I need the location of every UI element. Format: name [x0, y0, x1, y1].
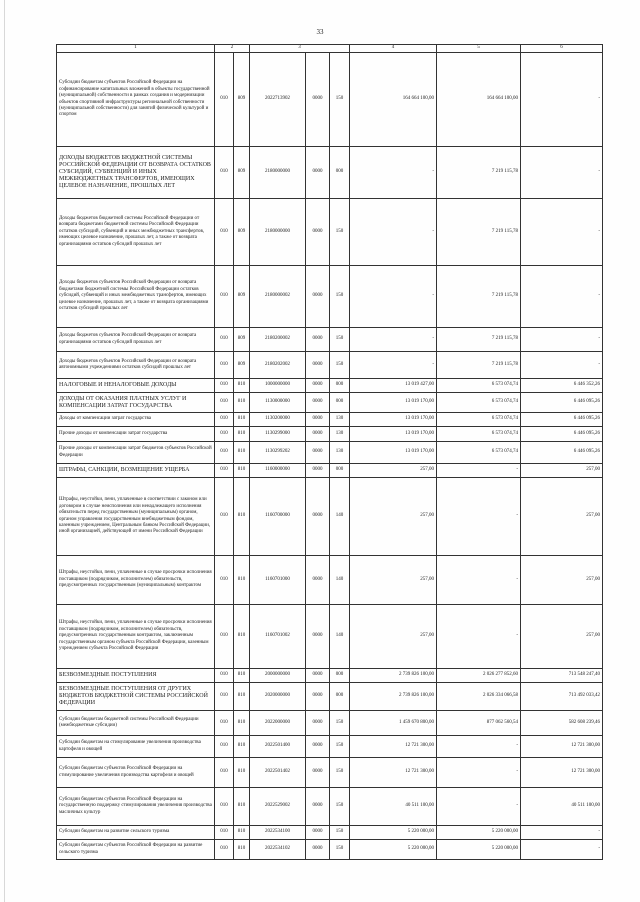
gad-code-cell: 809 [234, 328, 250, 352]
admin-code-cell: 010 [215, 556, 234, 605]
gad-code-cell: 810 [234, 669, 250, 683]
row-name-cell: Субсидии бюджетам на развитие сельского туризма [57, 826, 215, 840]
header-row [57, 45, 603, 53]
admin-code-cell: 010 [215, 840, 234, 860]
table-row [57, 464, 603, 478]
gad-code-cell: 810 [234, 605, 250, 669]
actual-amount-cell: 7 219 115,78 [437, 147, 521, 199]
table-row [57, 147, 603, 199]
plan-amount-cell: 13 019 170,00 [350, 413, 437, 427]
actual-amount-cell: 5 220 000,00 [437, 840, 521, 860]
kosgu-code-cell: 150 [330, 840, 350, 860]
classification-code-cell: 2022713902 [250, 53, 306, 147]
remainder-amount-cell: - [521, 266, 603, 328]
remainder-amount-cell: 257,00 [521, 464, 603, 478]
plan-amount-cell: - [350, 266, 437, 328]
remainder-amount-cell: 713 548 247,40 [521, 669, 603, 683]
row-name-cell: БЕЗВОЗМЕЗДНЫЕ ПОСТУПЛЕНИЯ ОТ ДРУГИХ БЮДЖЕТОВ БЮДЖЕТНОЙ СИСТЕМЫ РОССИЙСКОЙ ФЕДЕРАЦИИ [57, 683, 215, 711]
kosgu-code-cell: 000 [330, 379, 350, 393]
table-row [57, 266, 603, 328]
program-code-cell: 0000 [306, 352, 330, 379]
remainder-amount-cell: 6 446 352,26 [521, 379, 603, 393]
actual-amount-cell: 164 664 100,00 [437, 53, 521, 147]
gad-code-cell: 810 [234, 788, 250, 826]
classification-code-cell: 1160000000 [250, 464, 306, 478]
classification-code-cell: 1130000000 [250, 393, 306, 413]
remainder-amount-cell: - [521, 199, 603, 266]
header-cell: 2 [215, 45, 250, 53]
gad-code-cell: 810 [234, 427, 250, 442]
classification-code-cell: 2022534102 [250, 840, 306, 860]
table-row [57, 328, 603, 352]
row-name-cell: БЕЗВОЗМЕЗДНЫЕ ПОСТУПЛЕНИЯ [57, 669, 215, 683]
plan-amount-cell: 5 220 000,00 [350, 826, 437, 840]
admin-code-cell: 010 [215, 379, 234, 393]
program-code-cell: 0000 [306, 328, 330, 352]
kosgu-code-cell: 000 [330, 147, 350, 199]
plan-amount-cell: 257,00 [350, 464, 437, 478]
admin-code-cell: 010 [215, 736, 234, 758]
page-number: 33 [316, 28, 324, 36]
admin-code-cell: 010 [215, 464, 234, 478]
kosgu-code-cell: 000 [330, 464, 350, 478]
program-code-cell: 0000 [306, 683, 330, 711]
gad-code-cell: 810 [234, 478, 250, 556]
classification-code-cell: 2180202002 [250, 352, 306, 379]
remainder-amount-cell: 6 446 095,26 [521, 413, 603, 427]
gad-code-cell: 809 [234, 147, 250, 199]
gad-code-cell: 810 [234, 556, 250, 605]
plan-amount-cell: 13 019 170,00 [350, 427, 437, 442]
plan-amount-cell: 257,00 [350, 478, 437, 556]
admin-code-cell: 010 [215, 758, 234, 788]
classification-code-cell: 2022000000 [250, 711, 306, 736]
table-row [57, 605, 603, 669]
kosgu-code-cell: 140 [330, 556, 350, 605]
row-name-cell: Штрафы, неустойки, пени, уплаченные в случае просрочки исполнения поставщиком (подрядчиком, исполнителем) обязательств, предусмотренных государственным (муниципальным) контрактом [57, 556, 215, 605]
admin-code-cell: 010 [215, 328, 234, 352]
actual-amount-cell: 6 573 074,74 [437, 413, 521, 427]
program-code-cell: 0000 [306, 711, 330, 736]
header-cell: 6 [521, 45, 603, 53]
row-name-cell: Доходы бюджетов субъектов Российской Федерации от возврата бюджетами бюджетной системы Российской Федерации остатков субсидий, субвенций и иных межбюджетных трансфертов, имеющих целевое назначение, прошлых лет, а также от возврата организациями остатков субсидий прошлых лет [57, 266, 215, 328]
kosgu-code-cell: 150 [330, 266, 350, 328]
kosgu-code-cell: 140 [330, 478, 350, 556]
classification-code-cell: 2022501402 [250, 758, 306, 788]
remainder-amount-cell: 257,00 [521, 605, 603, 669]
row-name-cell: Штрафы, неустойки, пени, уплаченные в соответствии с законом или договором в случае неисполнения или ненадлежащего исполнения обязательств перед государственным (муниципальным) органом, органом управления государственным внебюджетным фондом, казенным учреждением, Центральным банком Российской Федерации, иной организацией, действующей от имени Российской Федерации [57, 478, 215, 556]
kosgu-code-cell: 130 [330, 427, 350, 442]
admin-code-cell: 010 [215, 478, 234, 556]
actual-amount-cell: 877 062 560,54 [437, 711, 521, 736]
program-code-cell: 0000 [306, 427, 330, 442]
remainder-amount-cell: 6 446 095,26 [521, 427, 603, 442]
header-cell: 4 [350, 45, 437, 53]
program-code-cell: 0000 [306, 826, 330, 840]
admin-code-cell: 010 [215, 413, 234, 427]
table-row [57, 413, 603, 427]
admin-code-cell: 010 [215, 711, 234, 736]
kosgu-code-cell: 150 [330, 53, 350, 147]
gad-code-cell: 810 [234, 413, 250, 427]
header-cell: 1 [57, 45, 215, 53]
admin-code-cell: 010 [215, 147, 234, 199]
program-code-cell: 0000 [306, 556, 330, 605]
actual-amount-cell: - [437, 605, 521, 669]
row-name-cell: Субсидии бюджетам субъектов Российской Федерации на развитие сельского туризма [57, 840, 215, 860]
gad-code-cell: 810 [234, 840, 250, 860]
kosgu-code-cell: 150 [330, 736, 350, 758]
remainder-amount-cell: 6 446 095,26 [521, 393, 603, 413]
actual-amount-cell: 7 219 115,78 [437, 266, 521, 328]
table-row [57, 840, 603, 860]
kosgu-code-cell: 000 [330, 683, 350, 711]
remainder-amount-cell: - [521, 352, 603, 379]
kosgu-code-cell: 150 [330, 352, 350, 379]
plan-amount-cell: 12 721 300,00 [350, 736, 437, 758]
plan-amount-cell: 13 019 170,00 [350, 442, 437, 464]
table-row [57, 393, 603, 413]
kosgu-code-cell: 150 [330, 199, 350, 266]
remainder-amount-cell: 713 492 033,42 [521, 683, 603, 711]
admin-code-cell: 010 [215, 442, 234, 464]
kosgu-code-cell: 140 [330, 605, 350, 669]
admin-code-cell: 010 [215, 669, 234, 683]
remainder-amount-cell: - [521, 53, 603, 147]
table-row [57, 352, 603, 379]
admin-code-cell: 010 [215, 266, 234, 328]
table-row [57, 736, 603, 758]
gad-code-cell: 810 [234, 379, 250, 393]
actual-amount-cell: 6 573 074,74 [437, 442, 521, 464]
admin-code-cell: 010 [215, 826, 234, 840]
plan-amount-cell: 5 220 000,00 [350, 840, 437, 860]
actual-amount-cell: 7 219 115,78 [437, 352, 521, 379]
gad-code-cell: 810 [234, 736, 250, 758]
classification-code-cell: 1000000000 [250, 379, 306, 393]
program-code-cell: 0000 [306, 464, 330, 478]
actual-amount-cell: - [437, 556, 521, 605]
program-code-cell: 0000 [306, 379, 330, 393]
classification-code-cell: 2022501400 [250, 736, 306, 758]
program-code-cell: 0000 [306, 736, 330, 758]
row-name-cell: Субсидии бюджетам субъектов Российской Федерации на софинансирование капитальных вложений в объекты государственной (муниципальной) собственности в рамках создания и модернизации объектов спортивной инфраструктуры региональной собственности (муниципальной собственности) для занятий физической культурой и спортом [57, 53, 215, 147]
admin-code-cell: 010 [215, 199, 234, 266]
remainder-amount-cell: 12 721 300,00 [521, 758, 603, 788]
actual-amount-cell: - [437, 736, 521, 758]
actual-amount-cell: - [437, 788, 521, 826]
kosgu-code-cell: 150 [330, 711, 350, 736]
row-name-cell: Штрафы, неустойки, пени, уплаченные в случае просрочки исполнения поставщиком (подрядчиком, исполнителем) обязательств, предусмотренных государственным контрактом, заключенным государственным органом субъекта Российской Федерации, казенным учреждением субъекта Российской Федерации [57, 605, 215, 669]
actual-amount-cell: 2 026 334 066,58 [437, 683, 521, 711]
kosgu-code-cell: 150 [330, 826, 350, 840]
program-code-cell: 0000 [306, 393, 330, 413]
gad-code-cell: 810 [234, 464, 250, 478]
row-name-cell: Субсидии бюджетам бюджетной системы Российской Федерации (межбюджетные субсидии) [57, 711, 215, 736]
row-name-cell: ДОХОДЫ ОТ ОКАЗАНИЯ ПЛАТНЫХ УСЛУГ И КОМПЕНСАЦИИ ЗАТРАТ ГОСУДАРСТВА [57, 393, 215, 413]
remainder-amount-cell: 6 446 095,26 [521, 442, 603, 464]
remainder-amount-cell: - [521, 840, 603, 860]
row-name-cell: НАЛОГОВЫЕ И НЕНАЛОГОВЫЕ ДОХОДЫ [57, 379, 215, 393]
gad-code-cell: 810 [234, 758, 250, 788]
program-code-cell: 0000 [306, 266, 330, 328]
classification-code-cell: 2022529002 [250, 788, 306, 826]
plan-amount-cell: 164 664 100,00 [350, 53, 437, 147]
kosgu-code-cell: 150 [330, 788, 350, 826]
classification-code-cell: 2022534100 [250, 826, 306, 840]
classification-code-cell: 1160701002 [250, 605, 306, 669]
row-name-cell: Субсидии бюджетам субъектов Российской Федерации на стимулирование увеличения производства картофеля и овощей [57, 758, 215, 788]
actual-amount-cell: 5 220 000,00 [437, 826, 521, 840]
plan-amount-cell: - [350, 352, 437, 379]
plan-amount-cell: 13 019 427,00 [350, 379, 437, 393]
actual-amount-cell: 2 026 277 852,60 [437, 669, 521, 683]
program-code-cell: 0000 [306, 442, 330, 464]
classification-code-cell: 2020000000 [250, 683, 306, 711]
classification-code-cell: 1130200000 [250, 413, 306, 427]
gad-code-cell: 810 [234, 826, 250, 840]
admin-code-cell: 010 [215, 53, 234, 147]
row-name-cell: Доходы бюджетов субъектов Российской Федерации от возврата автономными учреждениями остатков субсидий прошлых лет [57, 352, 215, 379]
admin-code-cell: 010 [215, 427, 234, 442]
gad-code-cell: 810 [234, 393, 250, 413]
remainder-amount-cell: 582 608 239,46 [521, 711, 603, 736]
actual-amount-cell: - [437, 478, 521, 556]
program-code-cell: 0000 [306, 758, 330, 788]
classification-code-cell: 2180200002 [250, 328, 306, 352]
kosgu-code-cell: 150 [330, 758, 350, 788]
actual-amount-cell: 7 219 115,78 [437, 199, 521, 266]
plan-amount-cell: 257,00 [350, 605, 437, 669]
gad-code-cell: 809 [234, 352, 250, 379]
budget-table [56, 44, 603, 860]
kosgu-code-cell: 130 [330, 413, 350, 427]
gad-code-cell: 810 [234, 442, 250, 464]
admin-code-cell: 010 [215, 605, 234, 669]
row-name-cell: Субсидии бюджетам субъектов Российской Федерации на государственную поддержку стимулирования увеличения производства масличных культур [57, 788, 215, 826]
remainder-amount-cell: - [521, 328, 603, 352]
row-name-cell: Субсидии бюджетам на стимулирование увеличения производства картофеля и овощей [57, 736, 215, 758]
remainder-amount-cell: 12 721 300,00 [521, 736, 603, 758]
remainder-amount-cell: - [521, 826, 603, 840]
row-name-cell: Доходы бюджетов бюджетной системы Российской Федерации от возврата бюджетами бюджетной системы Российской Федерации остатков субсидий, субвенций и иных межбюджетных трансфертов, имеющих целевое назначение, прошлых лет, а также от возврата организациями остатков субсидий прошлых лет [57, 199, 215, 266]
admin-code-cell: 010 [215, 788, 234, 826]
kosgu-code-cell: 000 [330, 393, 350, 413]
actual-amount-cell: - [437, 758, 521, 788]
actual-amount-cell: 7 219 115,78 [437, 328, 521, 352]
table-row [57, 442, 603, 464]
classification-code-cell: 1160701000 [250, 556, 306, 605]
program-code-cell: 0000 [306, 147, 330, 199]
table-row [57, 788, 603, 826]
table-row [57, 711, 603, 736]
program-code-cell: 0000 [306, 199, 330, 266]
classification-code-cell: 1130299202 [250, 442, 306, 464]
plan-amount-cell: - [350, 199, 437, 266]
table-row [57, 826, 603, 840]
plan-amount-cell: - [350, 328, 437, 352]
classification-code-cell: 2180000000 [250, 199, 306, 266]
program-code-cell: 0000 [306, 413, 330, 427]
program-code-cell: 0000 [306, 53, 330, 147]
plan-amount-cell: 257,00 [350, 556, 437, 605]
program-code-cell: 0000 [306, 788, 330, 826]
remainder-amount-cell: - [521, 147, 603, 199]
actual-amount-cell: - [437, 464, 521, 478]
plan-amount-cell: 13 019 170,00 [350, 393, 437, 413]
plan-amount-cell: 12 721 300,00 [350, 758, 437, 788]
classification-code-cell: 1160700000 [250, 478, 306, 556]
remainder-amount-cell: 40 511 100,00 [521, 788, 603, 826]
gad-code-cell: 809 [234, 266, 250, 328]
actual-amount-cell: 6 573 074,74 [437, 379, 521, 393]
actual-amount-cell: 6 573 074,74 [437, 427, 521, 442]
kosgu-code-cell: 130 [330, 442, 350, 464]
gad-code-cell: 809 [234, 199, 250, 266]
scan-edge [4, 0, 5, 902]
kosgu-code-cell: 000 [330, 669, 350, 683]
gad-code-cell: 809 [234, 53, 250, 147]
classification-code-cell: 2180000000 [250, 147, 306, 199]
table-row [57, 427, 603, 442]
header-cell: 5 [437, 45, 521, 53]
table-row [57, 556, 603, 605]
remainder-amount-cell: 257,00 [521, 478, 603, 556]
program-code-cell: 0000 [306, 840, 330, 860]
classification-code-cell: 2000000000 [250, 669, 306, 683]
admin-code-cell: 010 [215, 683, 234, 711]
table-row [57, 758, 603, 788]
row-name-cell: Доходы бюджетов субъектов Российской Федерации от возврата организациями остатков субсидий прошлых лет [57, 328, 215, 352]
classification-code-cell: 1130299000 [250, 427, 306, 442]
row-name-cell: Прочие доходы от компенсации затрат государства [57, 427, 215, 442]
plan-amount-cell: 2 739 826 100,00 [350, 683, 437, 711]
row-name-cell: ШТРАФЫ, САНКЦИИ, ВОЗМЕЩЕНИЕ УЩЕРБА [57, 464, 215, 478]
admin-code-cell: 010 [215, 352, 234, 379]
plan-amount-cell: 1 459 670 800,00 [350, 711, 437, 736]
table-row [57, 379, 603, 393]
program-code-cell: 0000 [306, 605, 330, 669]
table-row [57, 683, 603, 711]
plan-amount-cell: - [350, 147, 437, 199]
classification-code-cell: 2180000002 [250, 266, 306, 328]
actual-amount-cell: 6 573 074,74 [437, 393, 521, 413]
program-code-cell: 0000 [306, 669, 330, 683]
table-row [57, 199, 603, 266]
admin-code-cell: 010 [215, 393, 234, 413]
table-row [57, 669, 603, 683]
remainder-amount-cell: 257,00 [521, 556, 603, 605]
gad-code-cell: 810 [234, 711, 250, 736]
kosgu-code-cell: 150 [330, 328, 350, 352]
plan-amount-cell: 2 739 826 100,00 [350, 669, 437, 683]
plan-amount-cell: 40 511 100,00 [350, 788, 437, 826]
header-cell: 3 [250, 45, 350, 53]
row-name-cell: Прочие доходы от компенсации затрат бюджетов субъектов Российской Федерации [57, 442, 215, 464]
program-code-cell: 0000 [306, 478, 330, 556]
row-name-cell: ДОХОДЫ БЮДЖЕТОВ БЮДЖЕТНОЙ СИСТЕМЫ РОССИЙСКОЙ ФЕДЕРАЦИИ ОТ ВОЗВРАТА ОСТАТКОВ СУБСИДИЙ, СУБВЕНЦИЙ И ИНЫХ МЕЖБЮДЖЕТНЫХ ТРАНСФЕРТОВ, ИМЕЮЩИХ ЦЕЛЕВОЕ НАЗНАЧЕНИЕ, ПРОШЛЫХ ЛЕТ [57, 147, 215, 199]
row-name-cell: Доходы от компенсации затрат государства [57, 413, 215, 427]
table-body [57, 45, 603, 860]
gad-code-cell: 810 [234, 683, 250, 711]
table-row [57, 53, 603, 147]
table-row [57, 478, 603, 556]
